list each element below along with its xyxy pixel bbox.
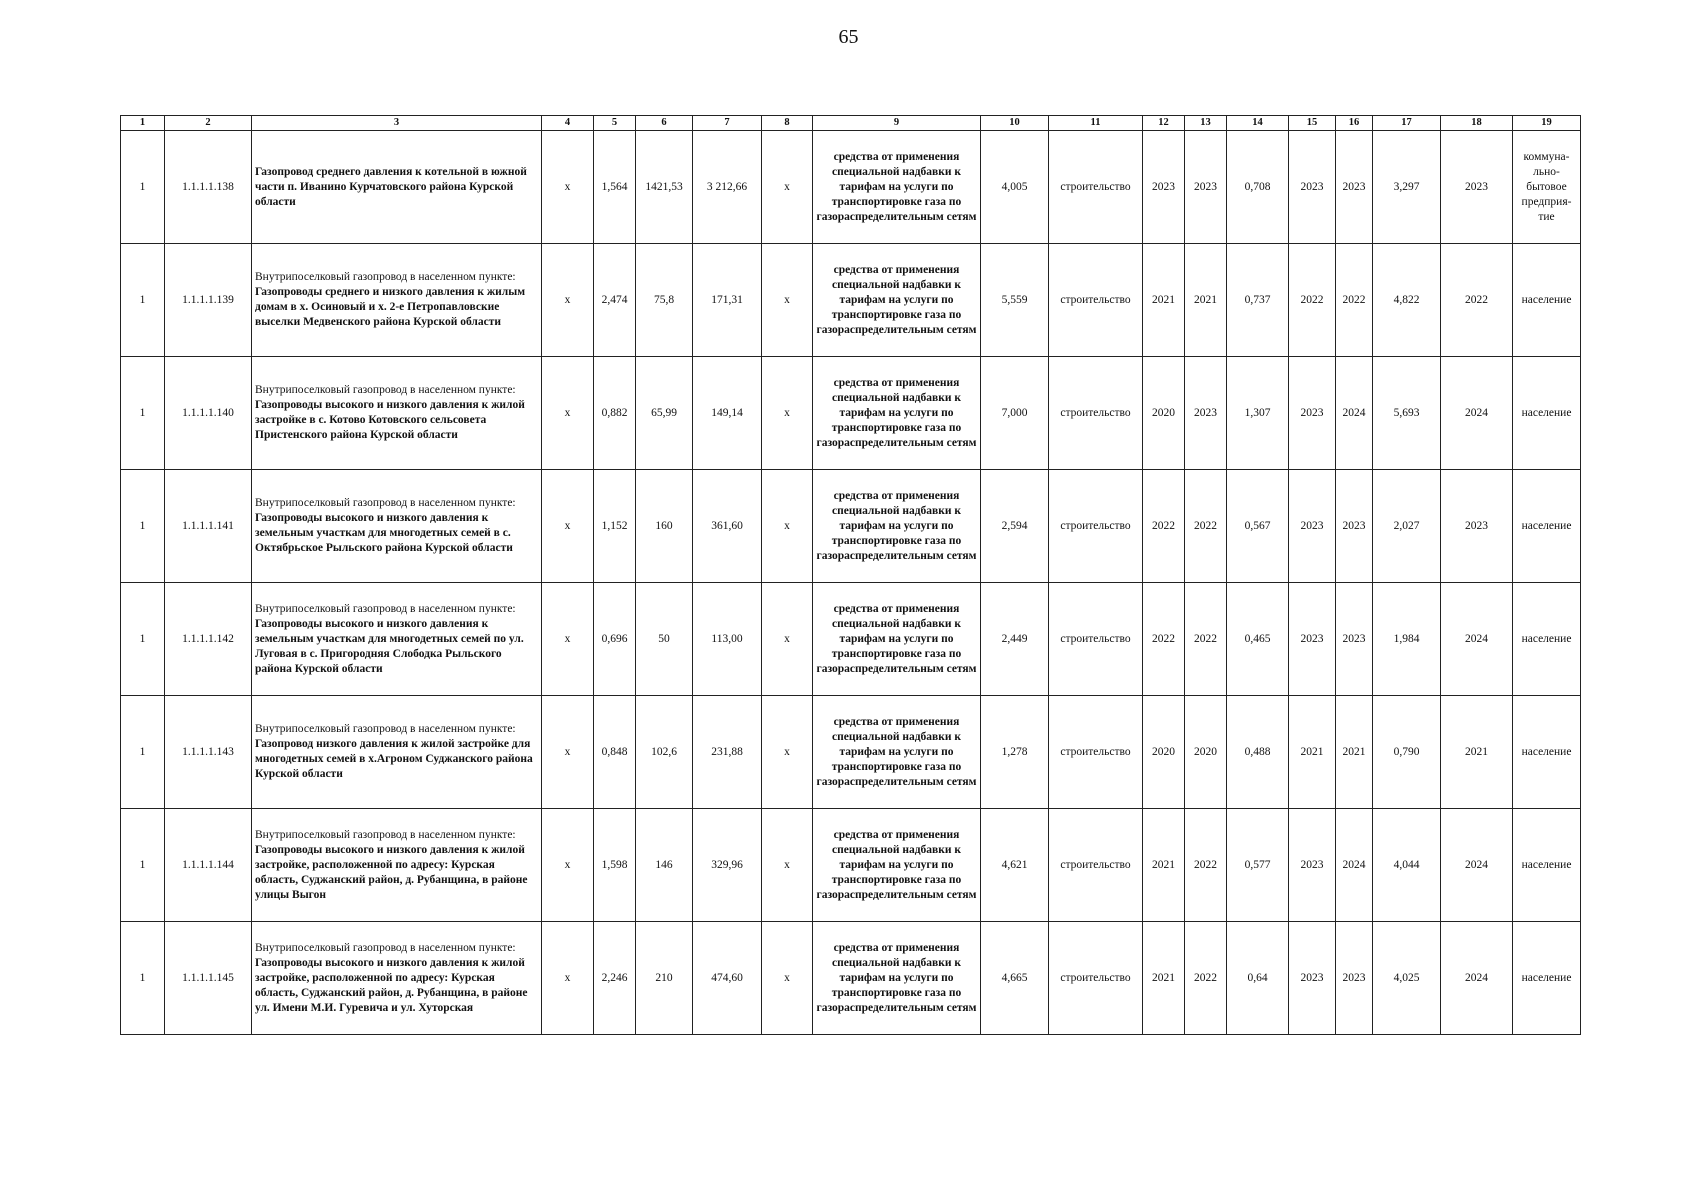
cell-col16: 2023 [1336,583,1373,696]
header-cell: 15 [1289,116,1336,131]
cell-code: 1.1.1.1.145 [165,922,252,1035]
cell-col5: 1,598 [594,809,636,922]
cell-col7: 361,60 [693,470,762,583]
cell-col15: 2023 [1289,922,1336,1035]
cell-col10: 1,278 [981,696,1049,809]
cell-consumer: население [1513,922,1581,1035]
cell-code: 1.1.1.1.140 [165,357,252,470]
page-number: 65 [838,26,859,48]
cell-col16: 2024 [1336,809,1373,922]
cell-col5: 0,848 [594,696,636,809]
cell-col6: 102,6 [636,696,693,809]
cell-col17: 2,027 [1373,470,1441,583]
cell-col18: 2024 [1441,357,1513,470]
cell-col16: 2022 [1336,244,1373,357]
cell-col4: x [542,244,594,357]
cell-col6: 50 [636,583,693,696]
cell-col10: 2,594 [981,470,1049,583]
table-row [121,809,1581,922]
cell-index: 1 [121,809,165,922]
object-name-lead: Внутрипоселковый газопровод в населенном пункте: [255,497,516,509]
cell-col15: 2022 [1289,244,1336,357]
cell-col5: 0,696 [594,583,636,696]
header-cell: 14 [1227,116,1289,131]
header-cell: 4 [542,116,594,131]
cell-col7: 329,96 [693,809,762,922]
cell-col18: 2022 [1441,244,1513,357]
object-name-lead: Внутрипоселковый газопровод в населенном пункте: [255,723,516,735]
header-row [121,116,1581,131]
header-cell: 1 [121,116,165,131]
object-name-main: Газопроводы среднего и низкого давления к жилым домам в х. Осиновый и х. 2-е Петропавловские выселки Медвенского района Курской области [255,286,526,328]
cell-col13: 2023 [1185,131,1227,244]
cell-col18: 2021 [1441,696,1513,809]
cell-col17: 0,790 [1373,696,1441,809]
cell-col15: 2023 [1289,131,1336,244]
cell-code: 1.1.1.1.143 [165,696,252,809]
cell-col4: x [542,357,594,470]
cell-index: 1 [121,696,165,809]
cell-col4: x [542,131,594,244]
header-cell: 5 [594,116,636,131]
cell-col18: 2024 [1441,922,1513,1035]
cell-col14: 0,708 [1227,131,1289,244]
cell-col13: 2021 [1185,244,1227,357]
cell-consumer: коммуна-льно-бытовое предприя-тие [1513,131,1581,244]
object-name-main: Газопровод низкого давления к жилой застройке для многодетных семей в х.Агроном Суджанского района Курской области [255,738,533,780]
cell-col5: 2,474 [594,244,636,357]
cell-funding-source: средства от применения специальной надбавки к тарифам на услуги по транспортировке газа по газораспределительным сетям [813,809,981,922]
cell-col6: 1421,53 [636,131,693,244]
cell-col6: 75,8 [636,244,693,357]
cell-col4: x [542,583,594,696]
cell-consumer: население [1513,809,1581,922]
cell-col6: 160 [636,470,693,583]
cell-work-type: строительство [1049,470,1143,583]
cell-work-type: строительство [1049,357,1143,470]
cell-index: 1 [121,922,165,1035]
cell-col16: 2024 [1336,357,1373,470]
cell-code: 1.1.1.1.139 [165,244,252,357]
cell-col10: 2,449 [981,583,1049,696]
cell-col13: 2022 [1185,583,1227,696]
data-table [120,115,1581,1035]
cell-work-type: строительство [1049,131,1143,244]
cell-object-name [252,809,542,922]
cell-object-name [252,696,542,809]
cell-col14: 0,567 [1227,470,1289,583]
cell-col14: 0,577 [1227,809,1289,922]
object-name-main: Газопроводы высокого и низкого давления к жилой застройке, расположенной по адресу: Курская область, Суджанский район, д. Рубанщина, в районе ул. Имени М.И. Гуревича и ул. Хуторская [255,956,528,1014]
cell-col7: 149,14 [693,357,762,470]
cell-col13: 2022 [1185,922,1227,1035]
object-name-lead: Внутрипоселковый газопровод в населенном пункте: [255,602,516,615]
cell-work-type: строительство [1049,244,1143,357]
table-row [121,922,1581,1035]
object-name-main: Газопровод среднего давления к котельной в южной части п. Иванино Курчатовского района Курской области [255,165,527,208]
cell-col7: 113,00 [693,583,762,696]
cell-funding-source: средства от применения специальной надбавки к тарифам на услуги по транспортировке газа по газораспределительным сетям [813,244,981,357]
cell-col4: x [542,696,594,809]
cell-col16: 2023 [1336,922,1373,1035]
table-row [121,131,1581,244]
object-name-lead: Внутрипоселковый газопровод в населенном пункте: [255,271,516,283]
cell-col8: x [762,244,813,357]
cell-col17: 3,297 [1373,131,1441,244]
header-cell: 10 [981,116,1049,131]
cell-index: 1 [121,583,165,696]
cell-col6: 210 [636,922,693,1035]
table-row [121,696,1581,809]
object-name-main: Газопроводы высокого и низкого давления к земельным участкам для многодетных семей в с. Октябрьское Рыльского района Курской области [255,512,513,554]
cell-funding-source: средства от применения специальной надбавки к тарифам на услуги по транспортировке газа по газораспределительным сетям [813,583,981,696]
cell-col4: x [542,922,594,1035]
cell-col16: 2023 [1336,131,1373,244]
cell-work-type: строительство [1049,583,1143,696]
cell-col12: 2021 [1143,922,1185,1035]
header-cell: 7 [693,116,762,131]
cell-object-name [252,357,542,470]
cell-col7: 474,60 [693,922,762,1035]
cell-object-name [252,131,542,244]
cell-col15: 2023 [1289,583,1336,696]
cell-col8: x [762,357,813,470]
cell-col17: 5,693 [1373,357,1441,470]
cell-col7: 3 212,66 [693,131,762,244]
cell-work-type: строительство [1049,922,1143,1035]
cell-col16: 2023 [1336,470,1373,583]
cell-col17: 4,822 [1373,244,1441,357]
cell-col12: 2023 [1143,131,1185,244]
object-name-lead: Внутрипоселковый газопровод в населенном пункте: [255,941,516,954]
cell-col12: 2020 [1143,696,1185,809]
cell-col14: 0,465 [1227,583,1289,696]
object-name-lead: Внутрипоселковый газопровод в населенном пункте: [255,384,516,396]
cell-funding-source: средства от применения специальной надбавки к тарифам на услуги по транспортировке газа по газораспределительным сетям [813,357,981,470]
table-row [121,470,1581,583]
cell-col15: 2021 [1289,696,1336,809]
cell-col17: 4,025 [1373,922,1441,1035]
header-cell: 3 [252,116,542,131]
object-name-main: Газопроводы высокого и низкого давления к жилой застройке, расположенной по адресу: Курская область, Суджанский район, д. Рубанщина, в районе улицы Выгон [255,843,528,901]
cell-index: 1 [121,131,165,244]
header-cell: 16 [1336,116,1373,131]
cell-col18: 2023 [1441,131,1513,244]
cell-funding-source: средства от применения специальной надбавки к тарифам на услуги по транспортировке газа по газораспределительным сетям [813,696,981,809]
cell-consumer: население [1513,696,1581,809]
object-name-lead: Внутрипоселковый газопровод в населенном пункте: [255,828,516,841]
cell-index: 1 [121,470,165,583]
cell-object-name [252,244,542,357]
header-cell: 6 [636,116,693,131]
cell-col13: 2022 [1185,809,1227,922]
cell-col8: x [762,696,813,809]
cell-code: 1.1.1.1.144 [165,809,252,922]
cell-col7: 231,88 [693,696,762,809]
cell-col13: 2023 [1185,357,1227,470]
header-cell: 2 [165,116,252,131]
cell-col12: 2021 [1143,809,1185,922]
cell-col10: 4,621 [981,809,1049,922]
header-cell: 9 [813,116,981,131]
cell-code: 1.1.1.1.141 [165,470,252,583]
cell-col5: 2,246 [594,922,636,1035]
cell-col5: 1,564 [594,131,636,244]
cell-col15: 2023 [1289,809,1336,922]
cell-col8: x [762,470,813,583]
table-row [121,244,1581,357]
cell-col13: 2022 [1185,470,1227,583]
cell-consumer: население [1513,583,1581,696]
cell-col15: 2023 [1289,357,1336,470]
cell-col12: 2022 [1143,583,1185,696]
cell-col6: 65,99 [636,357,693,470]
cell-index: 1 [121,244,165,357]
cell-col18: 2024 [1441,583,1513,696]
table-row [121,583,1581,696]
cell-col12: 2020 [1143,357,1185,470]
header-cell: 11 [1049,116,1143,131]
header-cell: 17 [1373,116,1441,131]
cell-col5: 1,152 [594,470,636,583]
cell-col5: 0,882 [594,357,636,470]
header-cell: 13 [1185,116,1227,131]
cell-consumer: население [1513,470,1581,583]
cell-col18: 2023 [1441,470,1513,583]
cell-col8: x [762,809,813,922]
cell-col14: 0,737 [1227,244,1289,357]
cell-col6: 146 [636,809,693,922]
cell-col10: 5,559 [981,244,1049,357]
header-cell: 19 [1513,116,1581,131]
cell-col14: 0,488 [1227,696,1289,809]
cell-col12: 2022 [1143,470,1185,583]
cell-index: 1 [121,357,165,470]
cell-col8: x [762,583,813,696]
cell-col18: 2024 [1441,809,1513,922]
cell-code: 1.1.1.1.138 [165,131,252,244]
cell-col13: 2020 [1185,696,1227,809]
cell-consumer: население [1513,244,1581,357]
object-name-main: Газопроводы высокого и низкого давления к земельным участкам для многодетных семей по ул. Луговая в с. Пригородняя Слободка Рыльского района Курской области [255,617,524,675]
cell-col7: 171,31 [693,244,762,357]
header-cell: 12 [1143,116,1185,131]
cell-work-type: строительство [1049,696,1143,809]
object-name-main: Газопроводы высокого и низкого давления к жилой застройке в с. Котово Котовского сельсовета Пристенского района Курской области [255,399,525,441]
cell-col4: x [542,470,594,583]
cell-consumer: население [1513,357,1581,470]
header-cell: 18 [1441,116,1513,131]
cell-col14: 1,307 [1227,357,1289,470]
cell-code: 1.1.1.1.142 [165,583,252,696]
table-row [121,357,1581,470]
cell-col14: 0,64 [1227,922,1289,1035]
cell-col8: x [762,922,813,1035]
cell-object-name [252,922,542,1035]
cell-col16: 2021 [1336,696,1373,809]
cell-col17: 4,044 [1373,809,1441,922]
cell-funding-source: средства от применения специальной надбавки к тарифам на услуги по транспортировке газа по газораспределительным сетям [813,470,981,583]
cell-col10: 7,000 [981,357,1049,470]
cell-col15: 2023 [1289,470,1336,583]
cell-col8: x [762,131,813,244]
header-cell: 8 [762,116,813,131]
cell-funding-source: средства от применения специальной надбавки к тарифам на услуги по транспортировке газа по газораспределительным сетям [813,131,981,244]
cell-col10: 4,665 [981,922,1049,1035]
cell-object-name [252,583,542,696]
cell-object-name [252,470,542,583]
cell-work-type: строительство [1049,809,1143,922]
cell-col17: 1,984 [1373,583,1441,696]
cell-col10: 4,005 [981,131,1049,244]
cell-col12: 2021 [1143,244,1185,357]
cell-funding-source: средства от применения специальной надбавки к тарифам на услуги по транспортировке газа по газораспределительным сетям [813,922,981,1035]
cell-col4: x [542,809,594,922]
